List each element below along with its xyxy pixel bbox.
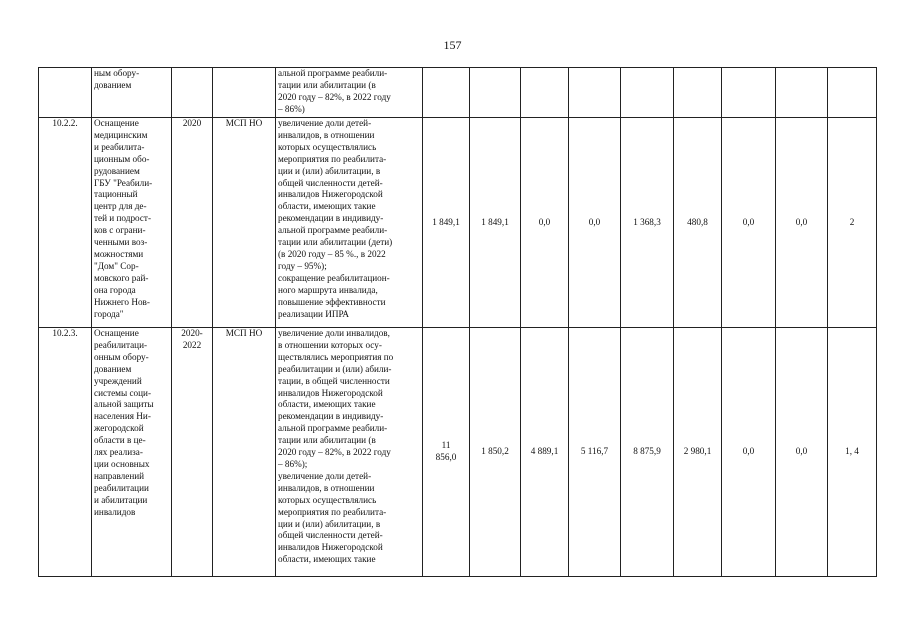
row-year: 2020- 2022 [172, 328, 213, 577]
row-org: МСП НО [213, 118, 276, 328]
value-cell: 0,0 [776, 118, 828, 328]
value-cell: 2 [828, 118, 877, 328]
value-cell [828, 68, 877, 118]
row-code: 10.2.2. [39, 118, 92, 328]
value-cell: 480,8 [674, 118, 722, 328]
value-cell: 2 980,1 [674, 328, 722, 577]
value-cell: 1 849,1 [423, 118, 470, 328]
row-name: Оснащение реабилитаци- онным обору- дованием учреждений системы соци- альной защиты населения Ни- жегородской области в це- лях реализа- ции основных направлений реабилитации и абилитации инвалидов [92, 328, 172, 577]
row-name: Оснащение медицинским и реабилита- ционным обо- рудованием ГБУ "Реабили- тационный центр для де- тей и подрост- ков с ограни- ченными воз- можностями "Дом" Сор- мовского рай- она города Нижнего Нов- города" [92, 118, 172, 328]
value-cell: 11 856,0 [423, 328, 470, 577]
page-number: 157 [443, 38, 462, 52]
value-cell: 0,0 [521, 118, 569, 328]
row-org: МСП НО [213, 328, 276, 577]
value-cell: 4 889,1 [521, 328, 569, 577]
table-row [39, 118, 877, 328]
value-cell: 0,0 [722, 328, 776, 577]
value-cell: 1 849,1 [470, 118, 521, 328]
row-indicator: увеличение доли инвалидов, в отношении которых осу- ществлялись мероприятия по реабилитации и (или) абили- тации, в общей численности инвалидов Нижегородской области, имеющих такие рекомендации в индивиду- альной программе реабили- тации или абилитации (в 2020 году – 82%, в 2022 году – 86%); увеличение доли детей- инвалидов, в отношении которых осуществлялись мероприятия по реабилита- ции и (или) абилитации, в общей численности детей- инвалидов Нижегородской области, имеющих такие [276, 328, 423, 577]
value-cell: 0,0 [722, 118, 776, 328]
value-cell: 0,0 [569, 118, 621, 328]
value-cell: 8 875,9 [621, 328, 674, 577]
row-name: ным обору- дованием [92, 68, 172, 118]
row-org [213, 68, 276, 118]
value-cell: 5 116,7 [569, 328, 621, 577]
program-table [38, 67, 877, 577]
value-cell [776, 68, 828, 118]
value-cell [569, 68, 621, 118]
row-indicator: альной программе реабили- тации или абилитации (в 2020 году – 82%, в 2022 году – 86%) [276, 68, 423, 118]
value-cell [423, 68, 470, 118]
table-row [39, 68, 877, 118]
value-cell: 0,0 [776, 328, 828, 577]
row-year: 2020 [172, 118, 213, 328]
value-cell [470, 68, 521, 118]
value-cell [674, 68, 722, 118]
value-cell [621, 68, 674, 118]
row-code [39, 68, 92, 118]
value-cell: 1 368,3 [621, 118, 674, 328]
row-code: 10.2.3. [39, 328, 92, 577]
value-cell [722, 68, 776, 118]
row-year [172, 68, 213, 118]
row-indicator: увеличение доли детей- инвалидов, в отношении которых осуществлялись мероприятия по реабилита- ции и (или) абилитации, в общей численности детей- инвалидов Нижегородской области, имеющих такие рекомендации в индивиду- альной программе реабили- тации или абилитации (дети) (в 2020 году – 85 %., в 2022 году – 95%); сокращение реабилитацион- ного маршрута инвалида, повышение эффективности реализации ИПРА [276, 118, 423, 328]
table-row [39, 328, 877, 577]
value-cell: 1, 4 [828, 328, 877, 577]
value-cell: 1 850,2 [470, 328, 521, 577]
value-cell [521, 68, 569, 118]
